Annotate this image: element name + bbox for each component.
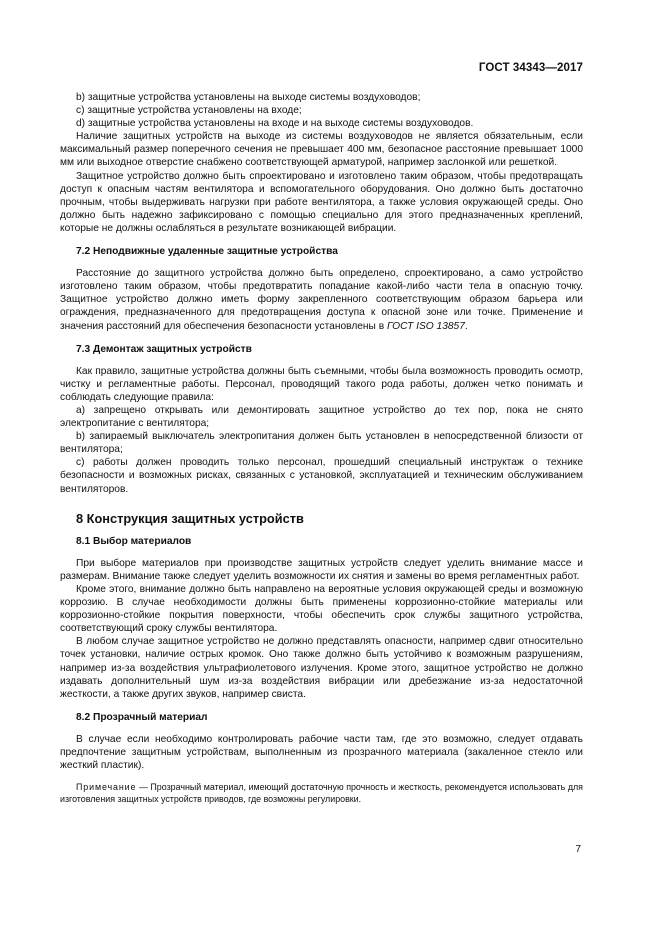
list-item: b) запираемый выключатель электропитания должен быть установлен в непосредственной близости от вентилятора;	[60, 431, 583, 456]
list-item: d) защитные устройства установлены на входе и на выходе системы воздуховодов.	[76, 118, 474, 130]
note-text: — Прозрачный материал, имеющий достаточную прочность и жесткость, рекомендуется использовать для изготовления защитных устройств приводов, где возможны регулировки.	[60, 782, 583, 804]
paragraph	[60, 267, 583, 332]
paragraph: В случае если необходимо контролировать рабочие части там, где это возможно, следует отдавать предпочтение защитным устройствам, выполненным из прозрачного материала (закаленное стекло или жесткий пластик).	[60, 733, 583, 772]
paragraph: Как правило, защитные устройства должны быть съемными, чтобы была возможность проводить осмотр, чистку и регламентные работы. Персонал, проводящий такого рода работы, должен четко понимать и соблюдать следующие правила:	[60, 365, 583, 403]
paragraph: Кроме этого, внимание должно быть направлено на вероятные условия окружающей среды и возможную коррозию. В случае необходимости должны быть применены коррозионно-стойкие материалы или коррозионно-стойкие покрытия поверхности, чтобы обеспечить срок службы защитного устройства, соответствующий сроку службы вентилятора.	[60, 584, 583, 635]
paragraph-text: Расстояние до защитного устройства должно быть определено, спроектировано, а само устройство изготовлено таким образом, чтобы предотвратить попадание какой-либо части тела в опасную точку. Защитное устройство должно иметь форму закрепленного соответствующим образом барьера или ограждения, предназначенного для предотвращения доступа к опасной зоне или точке. Применение и значения расстояний для обеспечения безопасности установлены в	[60, 268, 583, 332]
section-heading: 7.3 Демонтаж защитных устройств	[76, 343, 252, 355]
document-body	[60, 91, 583, 805]
paragraph: При выборе материалов при производстве защитных устройств следует уделить внимание массе и размерам. Внимание также следует уделить возможности их снятия и замены во время регламентных работ.	[60, 557, 583, 582]
section-heading: 8.1 Выбор материалов	[76, 535, 192, 547]
list-item: b) защитные устройства установлены на выходе системы воздуховодов;	[76, 92, 421, 103]
paragraph-end: .	[464, 320, 468, 332]
standard-header: ГОСТ 34343—2017	[478, 62, 583, 74]
paragraph: Наличие защитных устройств на выходе из системы воздуховодов не является обязательным, если максимальный размер поперечного сечения не превышает 400 мм, безопасное расстояние превышает 1000 мм или выходное отверстие снабжено соответствующей арматурой, например заслонкой или решеткой.	[60, 131, 583, 169]
list-item: c) работы должен проводить только персонал, прошедший специальный инструктаж о технике безопасности и возможных рисках, связанных с установкой, эксплуатацией и техническим обслуживанием вентиляторов.	[60, 457, 583, 495]
page-number: 7	[575, 844, 581, 855]
list-item: c) защитные устройства установлены на входе;	[76, 105, 302, 117]
paragraph: Защитное устройство должно быть спроектировано и изготовлено таким образом, чтобы предотвращать доступ к опасным частям вентилятора и вспомогательного оборудования. Оно должно быть достаточно прочным, чтобы выдерживать нагрузки при работе вентилятора, а также условия окружающей среды. Оно должно быть надежно зафиксировано с помощью специально для этого предназначенных креплений, которые не должны ослабляться в результате возникающей вибрации.	[60, 170, 583, 234]
section-heading: 7.2 Неподвижные удаленные защитные устройства	[76, 246, 338, 258]
list-item: a) запрещено открывать или демонтировать защитное устройство до тех пор, пока не снято электропитание с вентилятора;	[60, 404, 583, 430]
section-heading: 8.2 Прозрачный материал	[76, 711, 208, 723]
standard-reference: ГОСТ ISO 13857	[386, 320, 465, 332]
paragraph: В любом случае защитное устройство не должно представлять опасности, например сдвиг относительно точек установки, наличие острых кромок. Оно также должно быть устойчиво к возможным разрушениям, например из-за воздействия ультрафиолетового излучения. Кроме этого, защитное устройство не должно издавать дополнительный шум из-за воздействия вибрации или дребезжание из-за недостаточной жесткости, а также других звуков, например свиста.	[60, 636, 583, 700]
note-label: Примечание	[76, 782, 137, 793]
note	[60, 782, 583, 805]
chapter-heading: 8 Конструкция защитных устройств	[76, 510, 304, 526]
